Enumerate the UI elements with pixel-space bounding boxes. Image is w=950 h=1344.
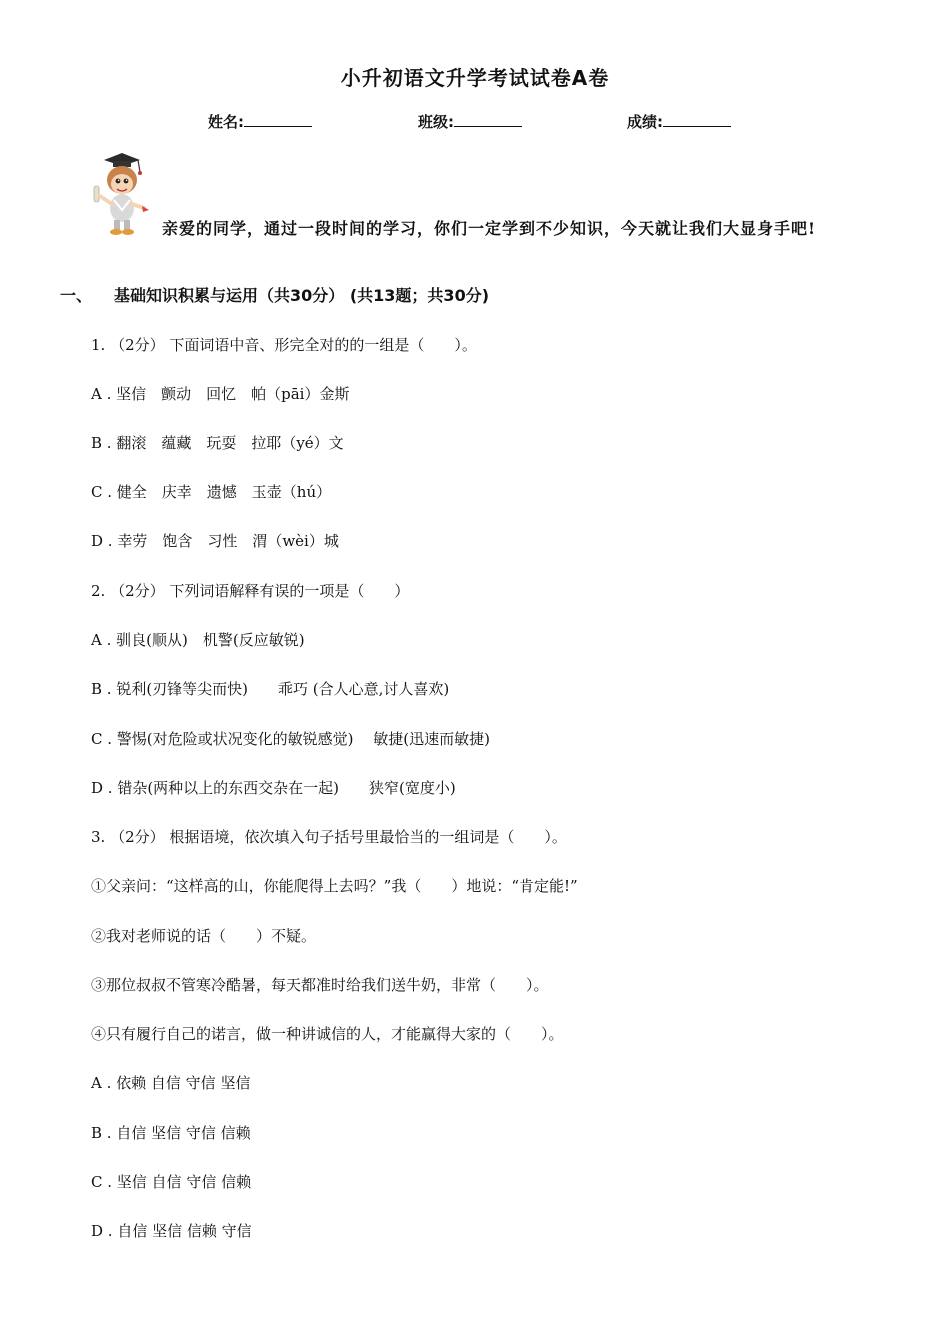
q1-option-b[interactable]: B . 翻滚 蕴藏 玩耍 拉耶（yé）文 (91, 434, 344, 452)
q2-option-a[interactable]: A . 驯良(顺从) 机警(反应敏锐) (91, 631, 305, 649)
q2-option-d[interactable]: D . 错杂(两种以上的东西交杂在一起) 狭窄(宽度小) (91, 779, 456, 797)
score-field[interactable] (627, 111, 731, 132)
q1-option-d[interactable]: D . 幸劳 饱含 习性 渭（wèi）城 (91, 532, 339, 550)
section-number: 一、 (60, 286, 93, 305)
q2-option-c[interactable]: C . 警惕(对危险或状况变化的敏锐感觉) 敏捷(迅速而敏捷) (91, 730, 490, 748)
class-label: 班级: (418, 113, 454, 131)
q3-option-c[interactable]: C . 坚信 自信 守信 信赖 (91, 1173, 252, 1191)
q3-option-d[interactable]: D . 自信 坚信 信赖 守信 (91, 1222, 252, 1240)
class-field[interactable] (418, 111, 522, 132)
section-title: 基础知识积累与运用（共30分） (共13题；共30分) (114, 286, 490, 305)
exam-title: 小升初语文升学考试试卷A卷 (340, 66, 610, 90)
name-label: 姓名: (208, 113, 244, 131)
question-1-stem: 1. （2分） 下面词语中音、形完全对的的一组是（ ）。 (91, 336, 477, 354)
q3-option-a[interactable]: A . 依赖 自信 守信 坚信 (91, 1074, 251, 1092)
name-field[interactable] (208, 111, 312, 132)
q1-option-c[interactable]: C . 健全 庆幸 遗憾 玉壶（hú） (91, 483, 332, 501)
question-3-stem: 3. （2分） 根据语境，依次填入句子括号里最恰当的一组词是（ ）。 (91, 828, 567, 846)
score-blank[interactable] (663, 112, 731, 127)
q2-option-b[interactable]: B . 锐利(刃锋等尖而快) 乖巧 (合人心意,讨人喜欢) (91, 680, 450, 698)
q3-sentence-3: ③那位叔叔不管寒冷酷暑，每天都准时给我们送牛奶，非常（ ）。 (91, 976, 549, 994)
q1-option-a[interactable]: A . 坚信 颤动 回忆 帕（pāi）金斯 (91, 385, 350, 403)
mascot-illustration (88, 150, 150, 236)
class-blank[interactable] (454, 112, 522, 127)
q3-sentence-4: ④只有履行自己的诺言，做一种讲诚信的人，才能赢得大家的（ ）。 (91, 1025, 564, 1043)
question-2-stem: 2. （2分） 下列词语解释有误的一项是（ ） (91, 582, 410, 600)
section-heading (60, 283, 489, 306)
q3-sentence-1: ①父亲问：“这样高的山，你能爬得上去吗？”我（ ）地说：“肯定能!” (91, 877, 578, 895)
q3-option-b[interactable]: B . 自信 坚信 守信 信赖 (91, 1124, 251, 1142)
q3-sentence-2: ②我对老师说的话（ ）不疑。 (91, 927, 317, 945)
score-label: 成绩: (627, 113, 663, 131)
name-blank[interactable] (244, 112, 312, 127)
greeting-text: 亲爱的同学，通过一段时间的学习，你们一定学到不少知识，今天就让我们大显身手吧! (162, 219, 817, 238)
